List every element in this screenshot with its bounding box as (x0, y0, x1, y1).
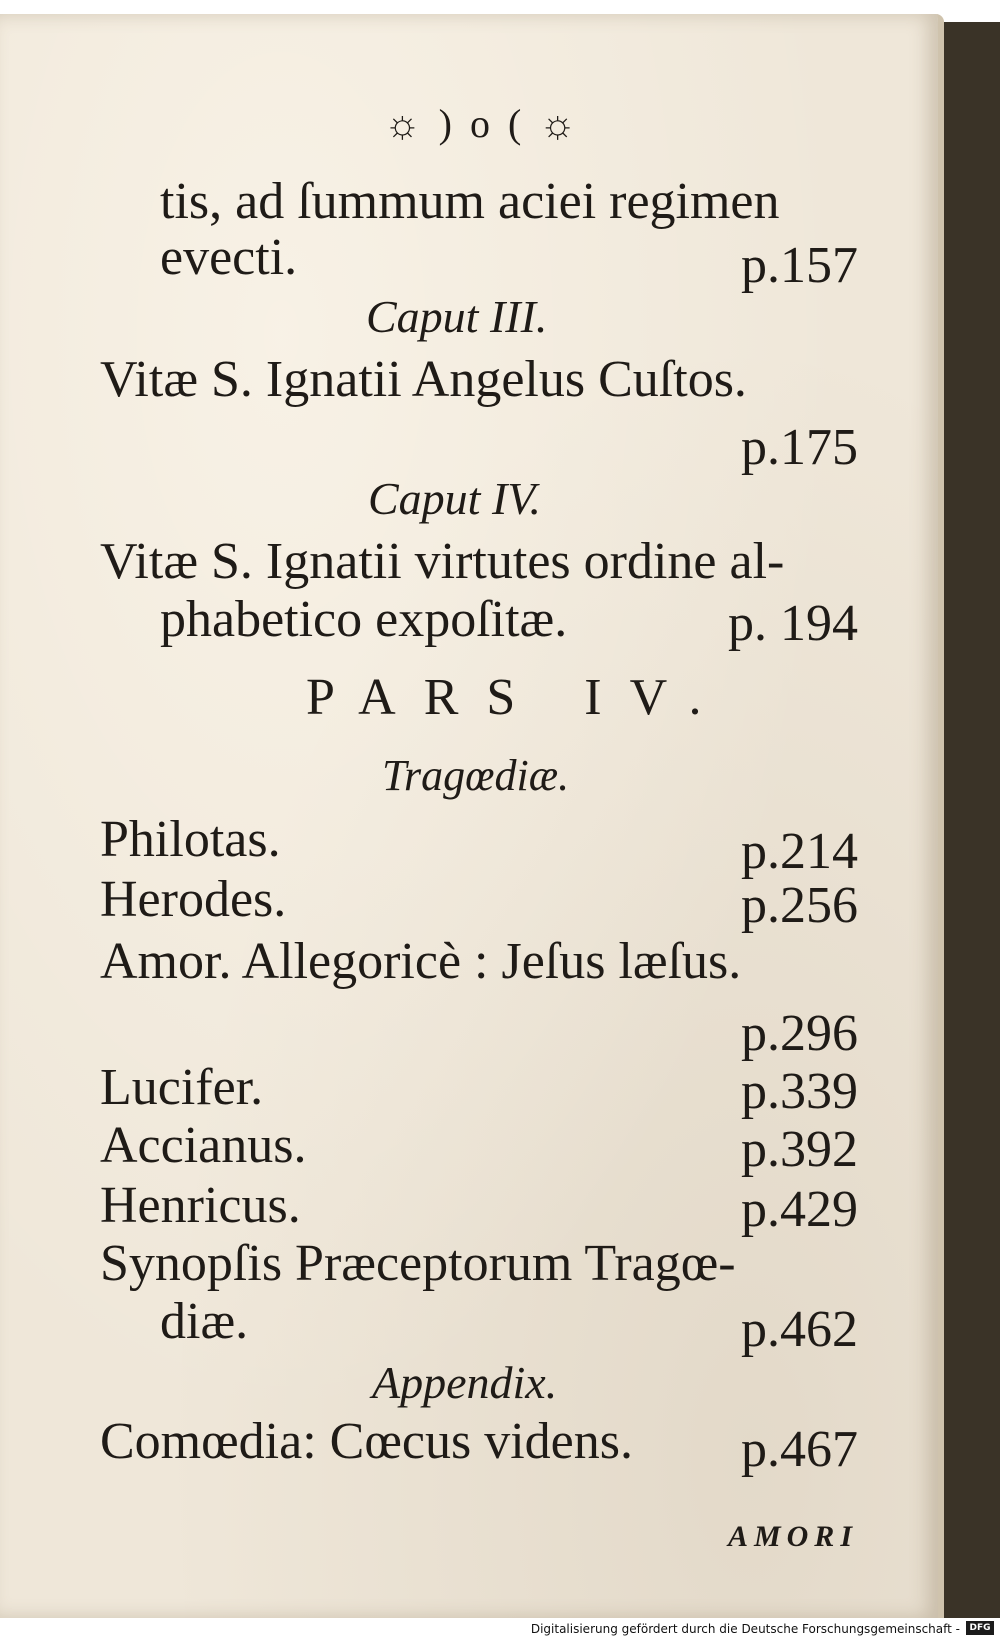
toc-entry: Henricus. (100, 1177, 301, 1234)
page-reference: p.429 (741, 1181, 858, 1238)
page-reference: p. 194 (728, 595, 858, 652)
text-line: Vitæ S. Ignatii virtutes ordine al- (100, 533, 785, 590)
page-reference: p.296 (741, 1005, 858, 1062)
dfg-logo: DFG (966, 1621, 994, 1635)
chapter-heading: Caput IV. (368, 473, 541, 524)
text-line: phabetico expoſitæ. (160, 591, 568, 648)
toc-entry: Accianus. (100, 1117, 307, 1174)
toc-entry: Comœdia: Cœcus videns. (100, 1413, 633, 1470)
page-reference: p.339 (741, 1063, 858, 1120)
catchword: AMORI (727, 1520, 858, 1553)
page-reference: p.175 (741, 419, 858, 476)
book-page (0, 14, 944, 1618)
text-line: Vitæ S. Ignatii Angelus Cuſtos. (100, 351, 747, 408)
section-heading: Appendix. (372, 1357, 558, 1408)
funding-notice: Digitalisierung gefördert durch die Deutsche Forschungsgemeinschaft - (530, 1622, 960, 1636)
toc-entry: Synopſis Præceptorum Tragœ- (100, 1235, 736, 1292)
header-ornament: ☼ ) o ( ☼ (384, 101, 580, 146)
text-line: evecti. (160, 229, 298, 286)
toc-entry: Lucifer. (100, 1059, 264, 1116)
part-heading: PARS IV. (306, 669, 730, 726)
toc-entry: Herodes. (100, 871, 287, 928)
chapter-heading: Caput III. (366, 291, 548, 342)
page-reference: p.392 (741, 1121, 858, 1178)
section-heading: Tragœdiæ. (382, 751, 570, 800)
footer-bar (0, 1618, 1000, 1640)
toc-entry: Amor. Allegoricè : Jeſus læſus. (100, 933, 742, 990)
page-reference: p.467 (741, 1421, 858, 1478)
page-reference: p.256 (741, 877, 858, 934)
text-line: diæ. (160, 1293, 249, 1350)
text-line: tis, ad ſummum aciei regimen (160, 173, 780, 230)
toc-entry: Philotas. (100, 811, 281, 868)
page-reference: p.462 (741, 1301, 858, 1358)
page-reference: p.157 (741, 237, 858, 294)
page-reference: p.214 (741, 823, 858, 880)
